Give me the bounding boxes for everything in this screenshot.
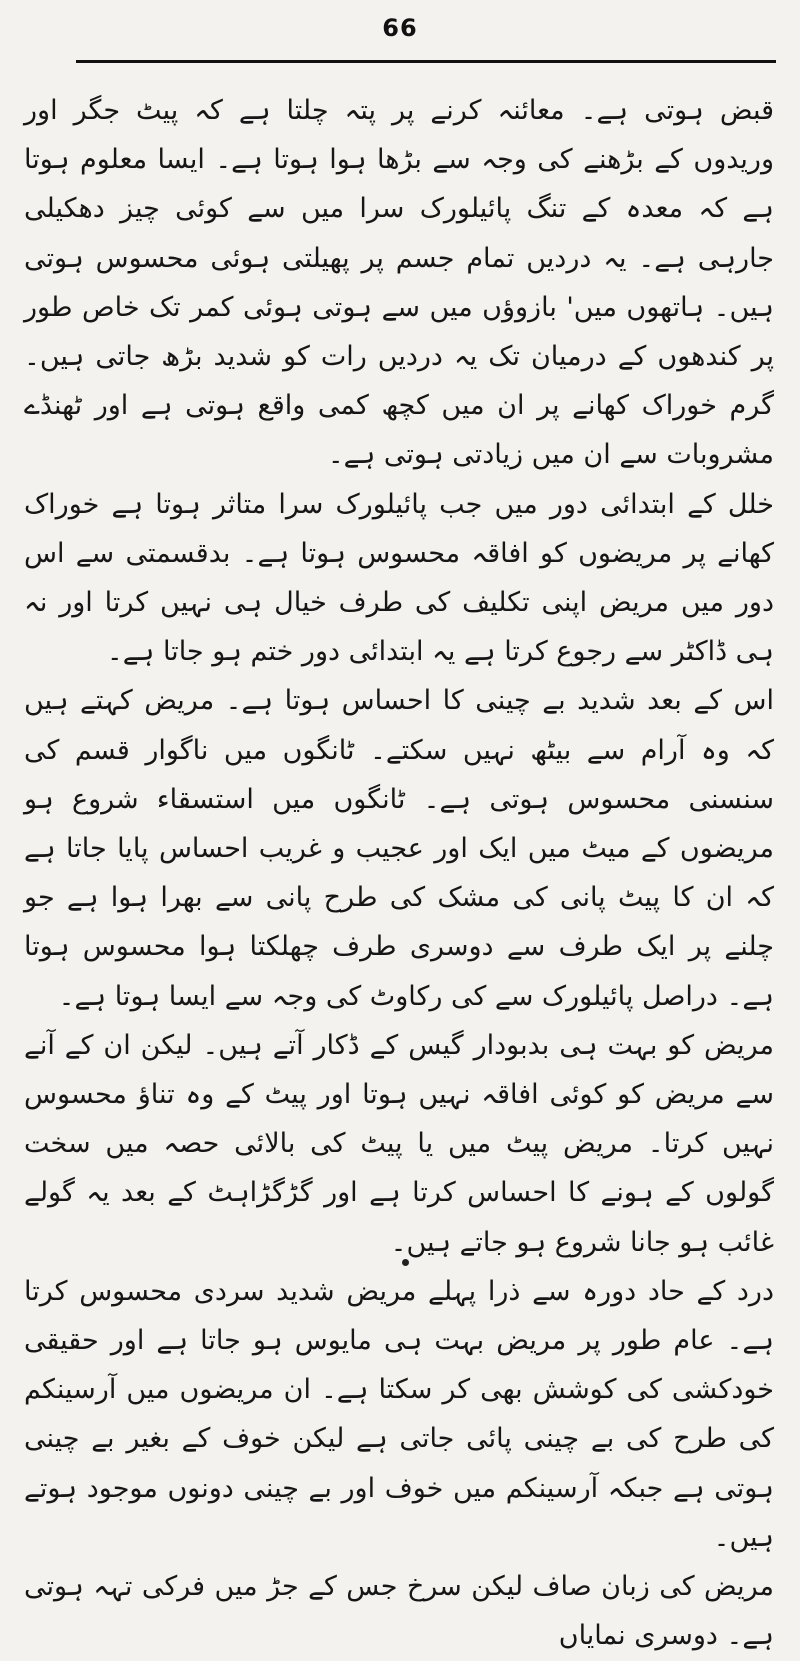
page-body: [24, 86, 774, 1661]
paragraph-early-stage: خلل کے ابتدائی دور میں جب پائیلورک سرا متاثر ہوتا ہے خوراک کھانے پر مریضوں کو افاقہ محسوس ہوتا ہے۔ بدقسمتی سے اس دور میں مریض اپنی تکلیف کی طرف خیال ہی نہیں کرتا اور نہ ہی ڈاکٹر سے رجوع کرتا ہے یہ ابتدائی دور ختم ہو جاتا ہے۔: [24, 488, 774, 668]
paragraph-acute-attack: درد کے حاد دورہ سے ذرا پہلے مریض شدید سردی محسوس کرتا ہے۔ عام طور پر مریض بہت ہی مایوس ہو جاتا ہے اور حقیقی خودکشی کی کوشش بھی کر سکتا ہے۔ ان مریضوں میں آرسینکم کی طرح کی بے چینی پائی جاتی ہے لیکن خوف کے بغیر بے چینی ہوتی ہے جبکہ آرسینکم میں خوف اور بے چینی دونوں موجود ہوتے ہیں۔: [24, 1275, 774, 1553]
paragraph-restlessness: اس کے بعد شدید بے چینی کا احساس ہوتا ہے۔ مریض کہتے ہیں کہ وہ آرام سے بیٹھ نہیں سکتے۔ ٹانگوں میں ناگوار قسم کی سنسنی محسوس ہوتی ہے۔ ٹانگوں میں استسقاء شروع ہو مریضوں کے میٹ میں ایک اور عجیب و غریب احساس پایا جاتا ہے کہ ان کا پیٹ پانی کی مشک کی طرح پانی سے بھرا ہوا ہے جو چلنے پر ایک طرف سے دوسری طرف چھلکتا ہوا محسوس ہوتا ہے۔ دراصل پائیلورک سے کی رکاوٹ کی وجہ سے ایسا ہوتا ہے۔: [24, 685, 774, 1012]
paragraph-foul-gas: مریض کو بہت ہی بدبودار گیس کے ڈکار آتے ہیں۔ لیکن ان کے آنے سے مریض کو کوئی افاقہ نہیں ہوتا اور پیٹ کے وہ تناؤ محسوس نہیں کرتا۔ مریض پیٹ میں یا پیٹ کی بالائی حصہ میں سخت گولوں کے ہونے کا احساس کرتا ہے اور گڑگڑاہٹ کے بعد یہ گولے غائب ہو جانا شروع ہو جاتے ہیں۔: [24, 1029, 774, 1258]
paragraph-stomach-pain: قبض ہوتی ہے۔ معائنہ کرنے پر پتہ چلتا ہے کہ پیٹ جگر اور وریدوں کے بڑھنے کی وجہ سے بڑھا ہوا ہوتا ہے۔ ایسا معلوم ہوتا ہے کہ معدہ کے تنگ پائیلورک سرا میں سے کوئی چیز دھکیلی جارہی ہے۔ یہ دردیں تمام جسم پر پھیلتی ہوئی محسوس ہوتی ہیں۔ ہاتھوں میں' بازوؤں میں سے ہوتی ہوئی کمر تک خاص طور پر کندھوں کے درمیان تک یہ دردیں رات کو شدید بڑھ جاتی ہیں۔ گرم خوراک کھانے پر ان میں کچھ کمی واقع ہوتی ہے اور ٹھنڈے مشروبات سے ان میں زیادتی ہوتی ہے۔: [24, 95, 774, 471]
page-number: 66: [382, 14, 418, 42]
header-rule: [76, 60, 776, 63]
paragraph-tongue: مریض کی زبان صاف لیکن سرخ جس کے جڑ میں فرکی تہہ ہوتی ہے۔ دوسری نمایاں: [24, 1571, 774, 1652]
